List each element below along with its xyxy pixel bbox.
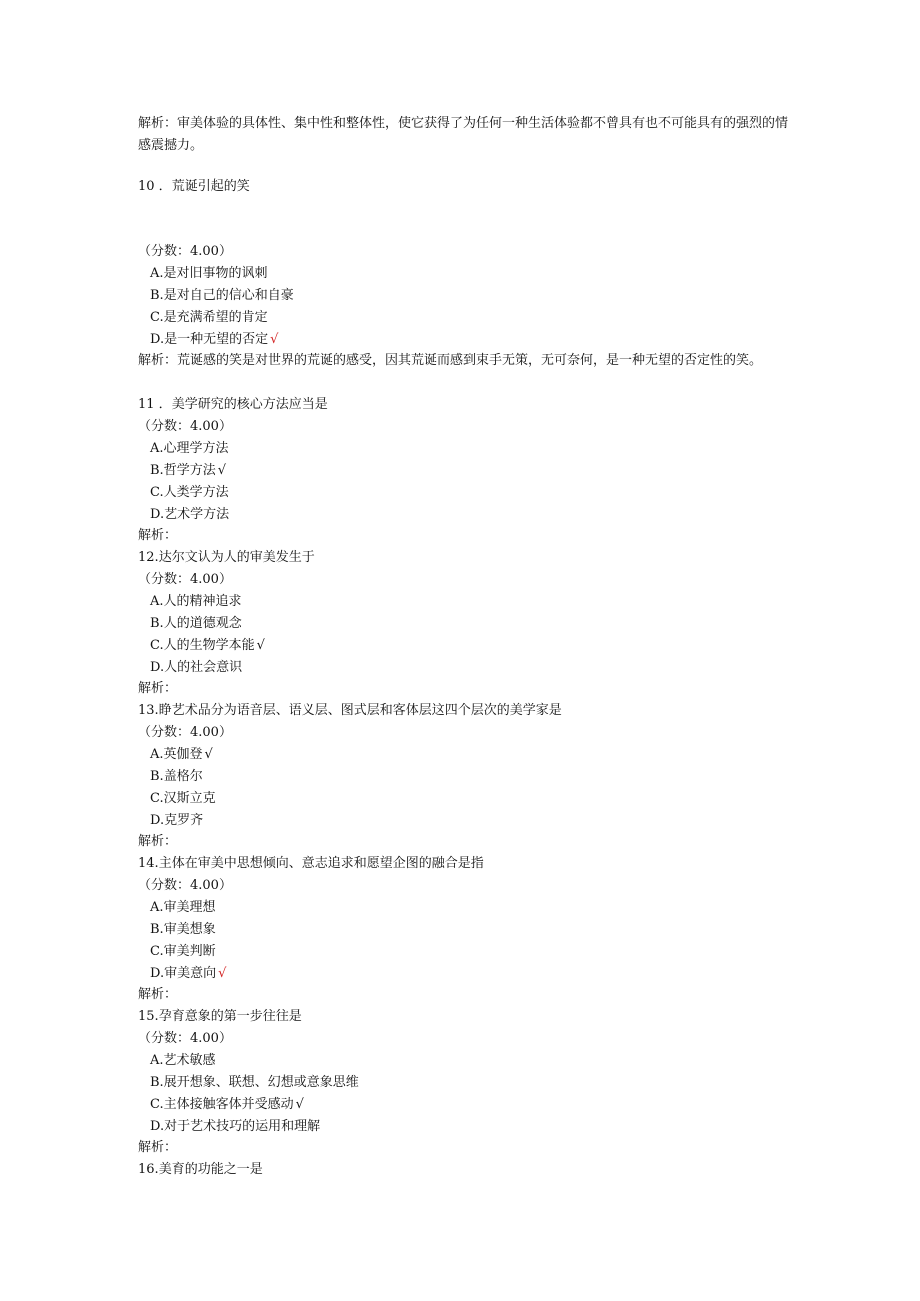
explanation: 解析： [138, 681, 178, 696]
explanation: 解析： [138, 528, 178, 543]
question-stem [138, 176, 788, 198]
option-c: C.是充满希望的肯定 [150, 310, 268, 325]
question-text: 孕育意象的第一步往往是 [158, 1009, 302, 1024]
option-c: C.人的生物学本能 √ [150, 638, 265, 653]
option-b: B.哲学方法 √ [150, 463, 226, 478]
question-stem [138, 547, 788, 569]
check-mark-icon: √ [270, 332, 279, 347]
question-number: 14. [138, 856, 159, 871]
question-number: 16. [138, 1162, 159, 1177]
question-score: （分数：4.00） [138, 725, 232, 740]
option-a: A.是对旧事物的讽刺 [150, 266, 268, 281]
question-score: （分数：4.00） [138, 244, 232, 259]
question-text: 美育的功能之一是 [158, 1162, 263, 1177]
option-a: A.艺术敏感 [150, 1053, 216, 1068]
explanation: 解析：荒诞感的笑是对世界的荒诞的感受，因其荒诞而感到束手无策，无可奈何，是一种无望的否定性的笑。 [138, 353, 763, 368]
question-number: 12. [138, 550, 159, 565]
question-number: 15. [138, 1009, 159, 1024]
explanation: 解析： [138, 1140, 178, 1155]
option-a: A.审美理想 [150, 900, 216, 915]
option-b: B.人的道德观念 [150, 616, 242, 631]
question-score: （分数：4.00） [138, 572, 232, 587]
option-c: C.汉斯立克 [150, 791, 216, 806]
check-mark-icon: √ [218, 966, 227, 981]
option-d: D.克罗齐 [150, 813, 204, 828]
check-mark-icon: √ [295, 1097, 304, 1112]
check-mark-icon: √ [256, 638, 265, 653]
explanation: 解析： [138, 987, 178, 1002]
explanation: 解析： [138, 834, 178, 849]
option-d: D.对于艺术技巧的运用和理解 [150, 1119, 321, 1134]
question-text: 荒诞引起的笑 [171, 179, 250, 194]
option-d: D.是一种无望的否定 √ [150, 332, 279, 347]
option-d: D.审美意向 √ [150, 966, 227, 981]
option-d: D.人的社会意识 [150, 660, 243, 675]
question-number: 11 ． [138, 397, 172, 412]
question-score: （分数：4.00） [138, 1031, 232, 1046]
option-b: B.盖格尔 [150, 769, 203, 784]
prev-explanation: 解析：审美体验的具体性、集中性和整体性，使它获得了为任何一种生活体验都不曾具有也不可能具有的强烈的情感震撼力。 [138, 116, 789, 153]
check-mark-icon: √ [217, 463, 226, 478]
option-b: B.是对自己的信心和自豪 [150, 288, 294, 303]
question-number: 13. [138, 703, 159, 718]
option-a: A.英伽登 √ [150, 747, 213, 762]
question-text: 主体在审美中思想倾向、意志追求和愿望企图的融合是指 [158, 856, 484, 871]
question-number: 10 ． [138, 179, 172, 194]
question-text: 美学研究的核心方法应当是 [171, 397, 328, 412]
option-a: A.心理学方法 [150, 441, 229, 456]
question-stem [138, 700, 788, 722]
question-stem [138, 394, 788, 416]
option-b: B.审美想象 [150, 922, 216, 937]
option-c: C.审美判断 [150, 944, 216, 959]
question-score: （分数：4.00） [138, 878, 232, 893]
option-d: D.艺术学方法 [150, 507, 230, 522]
option-c: C.主体接触客体并受感动 √ [150, 1097, 304, 1112]
question-stem [138, 1006, 788, 1028]
option-a: A.人的精神追求 [150, 594, 242, 609]
question-text: 睁艺术品分为语音层、语义层、图式层和客体层这四个层次的美学家是 [158, 703, 562, 718]
question-score: （分数：4.00） [138, 419, 232, 434]
option-b: B.展开想象、联想、幻想或意象思维 [150, 1075, 359, 1090]
option-c: C.人类学方法 [150, 485, 229, 500]
question-text: 达尔文认为人的审美发生于 [158, 550, 315, 565]
question-stem [138, 1159, 788, 1181]
check-mark-icon: √ [204, 747, 213, 762]
question-stem [138, 853, 788, 875]
